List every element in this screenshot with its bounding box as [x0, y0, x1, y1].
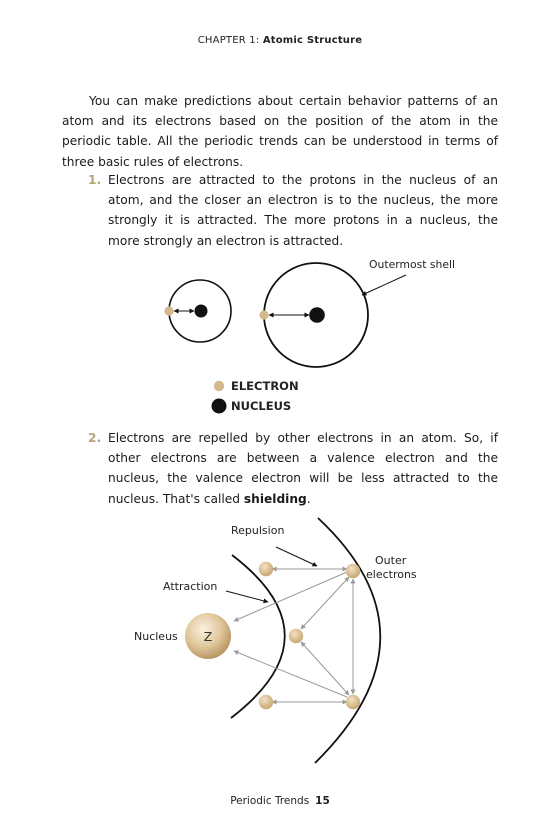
nucleus-z-label: Z — [203, 629, 213, 644]
list-text-2-end: . — [306, 491, 311, 506]
list-text-1: Electrons are attracted to the protons in the nucleus of an atom, and the closer an electron is to the nucleus, the more strongly it is attracted. The more protons in a nucleus, the more strongly an electron is attracted. — [108, 173, 498, 248]
outer-shell-arc — [315, 518, 380, 763]
repulsion-pointer — [276, 547, 317, 566]
chapter-title: Atomic Structure — [262, 35, 363, 46]
shielding-term: shielding — [243, 491, 307, 506]
outer-electrons-label-2: electrons — [366, 568, 417, 581]
inner-electron-middle — [289, 629, 303, 643]
outer-electrons-label-1: Outer — [375, 554, 407, 567]
attraction-label: Attraction — [163, 580, 218, 593]
repulsion-arrow-upper-diagonal — [301, 577, 349, 629]
list-text-2-part: Electrons are repelled by other electrons in an atom. So, if other electrons are between a valence electron and the nucleus, the valence electron will be less attracted to the nucleus. That's called — [108, 431, 498, 506]
repulsion-label: Repulsion — [231, 524, 285, 537]
outer-electron-top — [346, 564, 360, 578]
legend-electron-label: ELECTRON — [231, 379, 299, 393]
inner-electron-bottom — [259, 695, 273, 709]
page-footer — [0, 795, 560, 807]
legend-nucleus-label: NUCLEUS — [231, 399, 292, 413]
inner-electron-top — [259, 562, 273, 576]
attraction-pointer — [226, 591, 268, 602]
outer-electron-bottom — [346, 695, 360, 709]
nucleus-label: Nucleus — [134, 630, 178, 643]
inner-shell-arc — [231, 555, 285, 718]
repulsion-arrow-lower-diagonal — [301, 642, 349, 695]
list-number-1: 1. — [88, 173, 102, 187]
list-number-2: 2. — [88, 431, 102, 445]
attraction-arrow-upper — [234, 572, 347, 621]
intro-paragraph: You can make predictions about certain behavior patterns of an atom and its electrons based on the position of the atom in the periodic table. All the periodic trends can be understood in terms of three basic rules of electrons. — [62, 94, 498, 169]
chapter-label: CHAPTER 1: — [197, 35, 260, 46]
footer-section: Periodic Trends — [230, 795, 310, 807]
page-number: 15 — [315, 795, 330, 807]
outermost-shell-label: Outermost shell — [369, 258, 455, 271]
